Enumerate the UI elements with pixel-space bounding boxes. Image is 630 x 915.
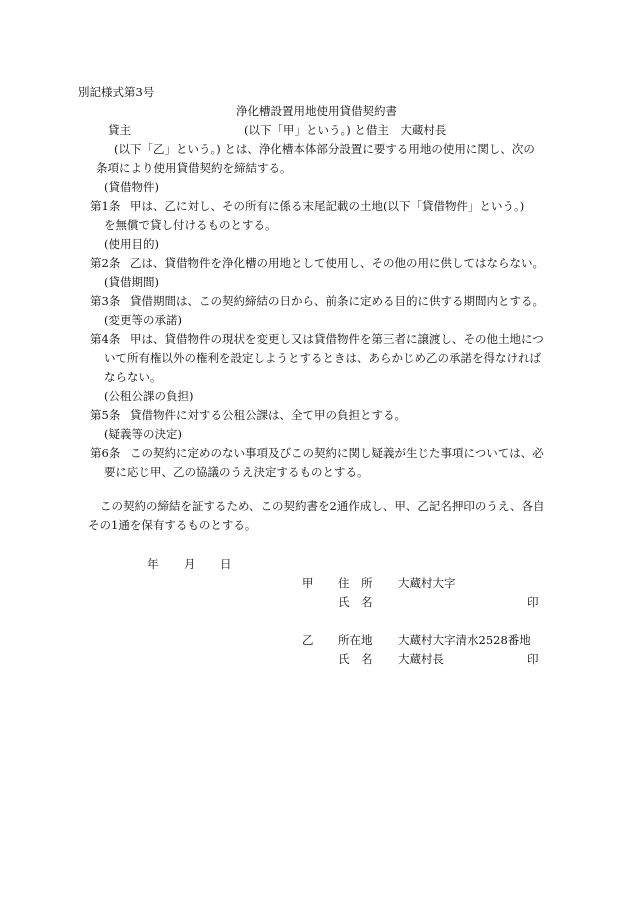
date-day: 日 bbox=[220, 557, 232, 571]
lender-label: 貸主 bbox=[108, 123, 131, 137]
article-heading: (貸借物件) bbox=[104, 180, 159, 194]
article-text: を無償で貸し付けるものとする。 bbox=[104, 218, 277, 232]
article-number: 第1条 bbox=[90, 199, 121, 213]
article-heading: (公租公課の負担) bbox=[104, 389, 194, 403]
borrower-line: (以下「乙」という。) とは、浄化槽本体部分設置に要する用地の使用に関し、次の bbox=[114, 142, 535, 156]
date-month: 月 bbox=[184, 557, 196, 571]
party-b-address-value: 大蔵村大字清水2528番地 bbox=[398, 633, 531, 647]
party-a-address-label: 住 所 bbox=[338, 576, 373, 590]
party-a-seal: 印 bbox=[527, 595, 539, 609]
borrower-line-2: 条項により使用貸借契約を締結する。 bbox=[96, 161, 292, 175]
form-label: 別記様式第3号 bbox=[78, 85, 155, 99]
party-b-seal: 印 bbox=[527, 652, 539, 666]
party-b-address-label: 所在地 bbox=[338, 633, 373, 647]
article-text: 乙は、貸借物件を浄化槽の用地として使用し、その他の用に供してはならない。 bbox=[130, 256, 544, 270]
article-number: 第5条 bbox=[90, 408, 121, 422]
article-text: 貸借期間は、この契約締結の日から、前条に定める目的に供する期間内とする。 bbox=[130, 294, 544, 308]
article-text: いて所有権以外の権利を設定しようとするときは、あらかじめ乙の承諾を得なければ bbox=[104, 351, 541, 365]
closing-text: この契約の締結を証するため、この契約書を2通作成し、甲、乙記名押印のうえ、各自 bbox=[100, 499, 545, 513]
article-heading: (変更等の承諾) bbox=[104, 313, 182, 327]
article-text: 要に応じ甲、乙の協議のうえ決定するものとする。 bbox=[104, 465, 369, 479]
party-a-mark: 甲 bbox=[302, 576, 314, 590]
article-number: 第2条 bbox=[90, 256, 121, 270]
party-a-name-label: 氏 名 bbox=[338, 595, 373, 609]
article-text: 甲は、乙に対し、その所有に係る末尾記載の土地(以下「貸借物件」という。) bbox=[130, 199, 525, 213]
article-text: 貸借物件に対する公租公課は、全て甲の負担とする。 bbox=[130, 408, 406, 422]
party-b-mark: 乙 bbox=[302, 633, 314, 647]
closing-text: その1通を保有するものとする。 bbox=[88, 518, 257, 532]
article-heading: (貸借期間) bbox=[104, 275, 159, 289]
date-year: 年 bbox=[147, 557, 159, 571]
article-number: 第3条 bbox=[90, 294, 121, 308]
article-text: ならない。 bbox=[104, 370, 162, 384]
article-text: 甲は、貸借物件の現状を変更し又は貸借物件を第三者に譲渡し、その他土地につ bbox=[130, 332, 544, 346]
article-text: この契約に定めのない事項及びこの契約に関し疑義が生じた事項については、必 bbox=[130, 446, 544, 460]
party-b-name-label: 氏 名 bbox=[338, 652, 373, 666]
article-number: 第4条 bbox=[90, 332, 121, 346]
party-a-address-value: 大蔵村大字 bbox=[398, 576, 456, 590]
article-heading: (使用目的) bbox=[104, 237, 159, 251]
document-title: 浄化槽設置用地使用貸借契約書 bbox=[236, 104, 397, 118]
article-heading: (疑義等の決定) bbox=[104, 427, 182, 441]
party-b-name-value: 大蔵村長 bbox=[398, 652, 444, 666]
lender-alias: (以下「甲」という。) と借主 大蔵村長 bbox=[244, 123, 447, 137]
article-number: 第6条 bbox=[90, 446, 121, 460]
